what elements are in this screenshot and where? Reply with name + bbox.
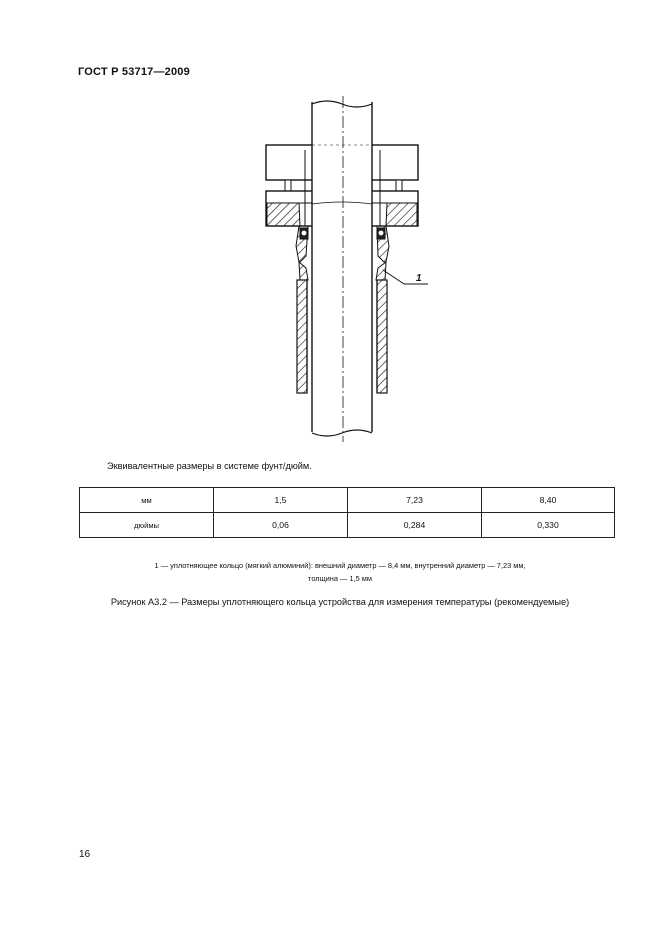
spacer-right xyxy=(396,180,402,191)
equivalent-dimensions-table xyxy=(79,487,615,538)
table-title: Эквивалентные размеры в системе фунт/дюйм. xyxy=(107,461,312,471)
thermometer-shaft xyxy=(312,102,372,436)
page-number: 16 xyxy=(79,849,91,860)
figure-note-line2: толщина — 1,5 мм xyxy=(308,574,372,583)
table-row xyxy=(80,513,615,538)
table-cell: 7,23 xyxy=(348,488,482,513)
page-header: ГОСТ Р 53717—2009 xyxy=(78,66,190,78)
table-cell: 8,40 xyxy=(482,488,615,513)
table-cell-unit: дюймы xyxy=(80,513,214,538)
table-cell: 0,330 xyxy=(482,513,615,538)
table-cell-unit: мм xyxy=(80,488,214,513)
seal-ring-drawing xyxy=(0,0,661,460)
table-cell: 0,06 xyxy=(214,513,348,538)
table-cell: 1,5 xyxy=(214,488,348,513)
spacer-left xyxy=(285,180,291,191)
sleeve-left-lower xyxy=(297,280,307,393)
figure-note-line1: 1 — уплотняющее кольцо (мягкий алюминий): внешний диаметр — 8,4 мм, внутренний диаметр — 7,23 мм, xyxy=(154,561,526,570)
figure-note xyxy=(80,559,600,585)
flange-section-right xyxy=(386,203,417,226)
callout-label: 1 xyxy=(416,273,422,284)
table-row xyxy=(80,488,615,513)
figure-caption: Рисунок А3.2 — Размеры уплотняющего кольца устройства для измерения температуры (рекомендуемые) xyxy=(110,597,570,607)
sleeve-right-lower xyxy=(377,280,387,393)
flange-section-left xyxy=(267,203,300,226)
crimp-left xyxy=(299,262,308,280)
table-cell: 0,284 xyxy=(348,513,482,538)
